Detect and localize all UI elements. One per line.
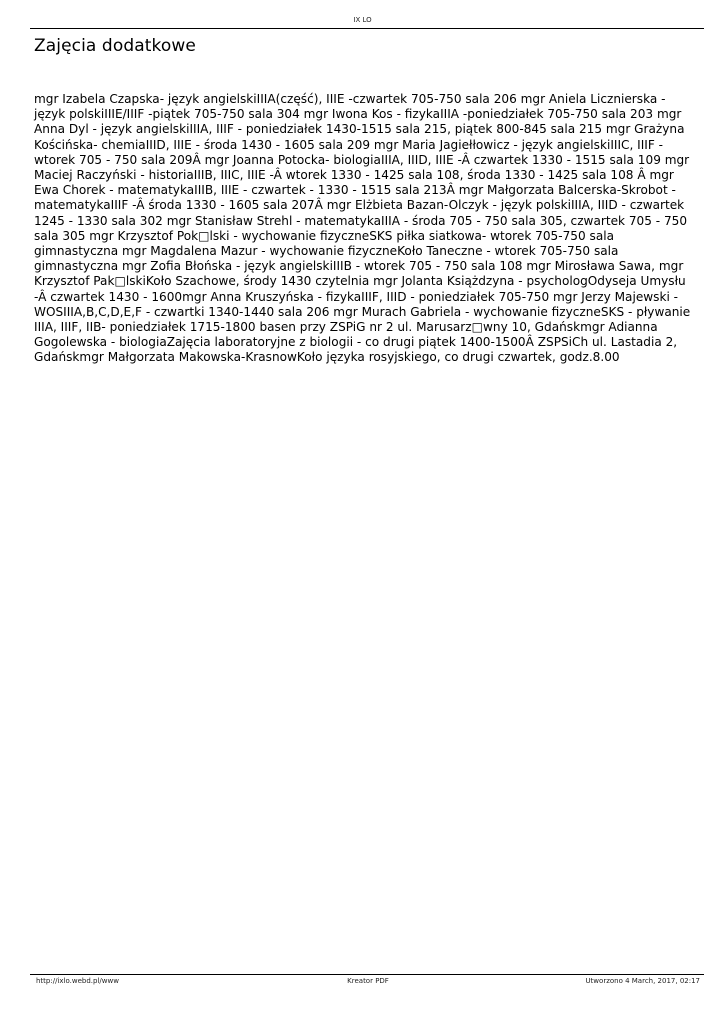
page-footer (36, 977, 700, 987)
header-divider (30, 28, 704, 29)
header-label: IX LO (353, 16, 372, 24)
footer-divider (30, 974, 704, 975)
footer-timestamp: Utworzono 4 March, 2017, 02:17 (585, 977, 700, 985)
footer-url: http://ixlo.webd.pl/www (36, 977, 119, 985)
schedule-body-text: mgr Izabela Czapska- język angielskiIIIA(część), IIIE -czwartek 705-750 sala 206 mgr Aniela Licznierska - język polskiIIIE/IIIF -piątek 705-750 sala 304 mgr Iwona Kos - fizykaIIIA -poniedziałek 705-750 sala 203 mgr Anna Dyl - język angielskiIIIA, IIIF - poniedziałek 1430-1515 sala 215, piątek 800-845 sala 215 mgr Grażyna Kościńska- chemiaIIID, IIIE - środa 1430 - 1605 sala 209 mgr Maria Jagiełłowicz - język angielskiIIIC, IIIF - wtorek 705 - 750 sala 209Â mgr Joanna Potocka- biologiaIIIA, IIID, IIIE -Â czwartek 1330 - 1515 sala 109 mgr Maciej Raczyński - historiaIIIB, IIIC, IIIE -Â wtorek 1330 - 1425 sala 108, środa 1330 - 1425 sala 108 Â mgr Ewa Chorek - matematykaIIIB, IIIE - czwartek - 1330 - 1515 sala 213Â mgr Małgorzata Balcerska-Skrobot - matematykaIIIF -Â środa 1330 - 1605 sala 207Â mgr Elżbieta Bazan-Olczyk - język polskiIIIA, IIID - czwartek 1245 - 1330 sala 302 mgr Stanisław Strehl - matematykaIIIA - środa 705 - 750 sala 305, czwartek 705 - 750 sala 305 mgr Krzysztof Pok□lski - wychowanie fizyczneSKS piłka siatkowa- wtorek 705-750 sala gimnastyczna mgr Magdalena Mazur - wychowanie fizyczneKoło Taneczne - wtorek 705-750 sala gimnastyczna mgr Zofia Błońska - język angielskiIIIB - wtorek 705 - 750 sala 108 mgr Mirosława Sawa, mgr Krzysztof Pak□lskiKoło Szachowe, środy 1430 czytelnia mgr Jolanta Książdzyna - psychologOdyseja Umysłu -Â czwartek 1430 - 1600mgr Anna Kruszyńska - fizykaIIIF, IIID - poniedziałek 705-750 mgr Jerzy Majewski -WOSIIIA,B,C,D,E,F - czwartki 1340-1440 sala 206 mgr Murach Gabriela - wychowanie fizyczneSKS - pływanie IIIA, IIIF, IIB- poniedziałek 1715-1800 basen przy ZSPiG nr 2 ul. Marusarz□wny 10, Gdańskmgr Adianna Gogolewska - biologiaZajęcia laboratoryjne z biologii - co drugi piątek 1400-1500Â ZSPSiCh ul. Lastadia 2, Gdańskmgr Małgorzata Makowska-KrasnowKoło języka rosyjskiego, co drugi czwartek, godz.8.00 (34, 92, 691, 365)
page-title: Zajęcia dodatkowe (34, 36, 196, 56)
footer-generator-label: Kreator PDF (347, 977, 389, 985)
